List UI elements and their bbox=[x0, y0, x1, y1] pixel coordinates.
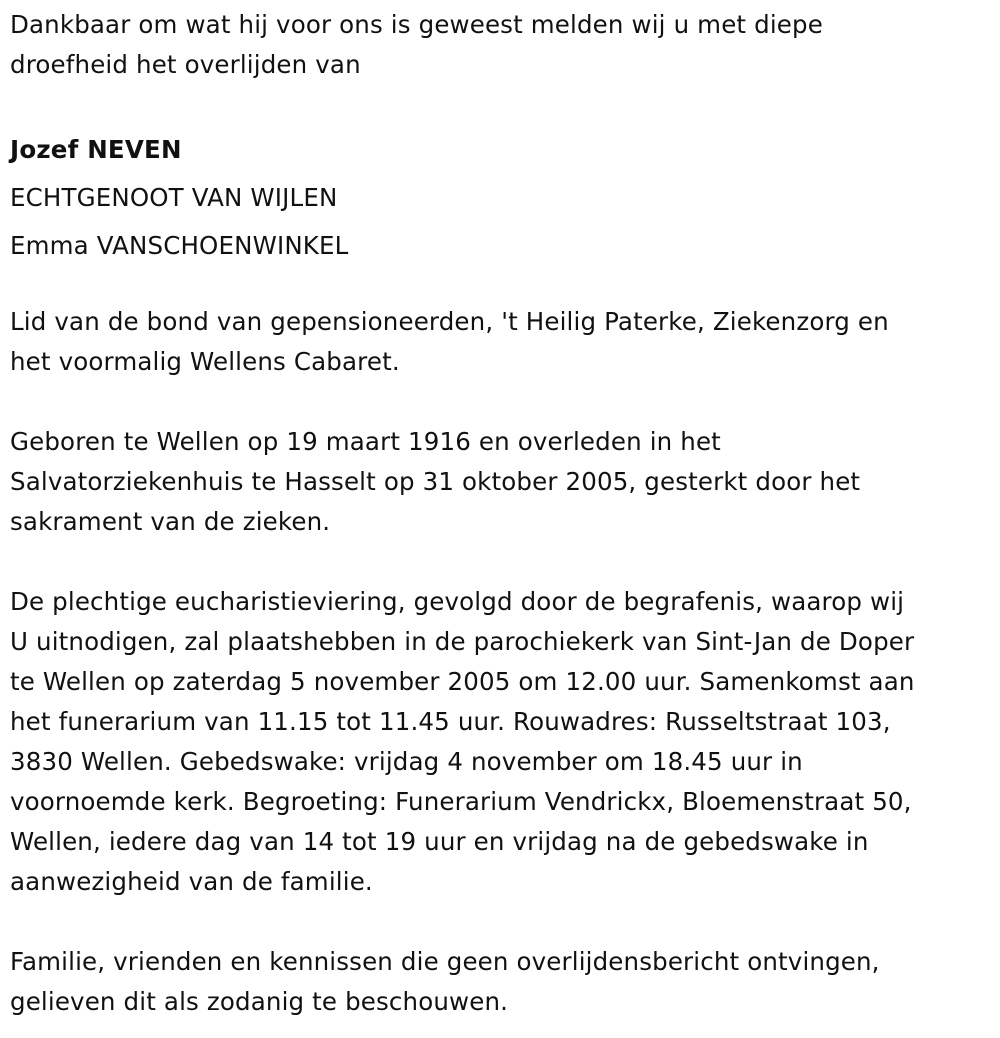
deceased-name: Jozef NEVEN bbox=[10, 135, 182, 164]
spouse-name: Emma VANSCHOENWINKEL bbox=[10, 231, 349, 260]
relation-label: ECHTGENOOT VAN WIJLEN bbox=[10, 183, 338, 212]
family-note-paragraph: Familie, vrienden en kennissen die geen overlijdensbericht ontvingen, gelieven dit als zodanig te beschouwen. bbox=[10, 947, 880, 1016]
intro-paragraph: Dankbaar om wat hij voor ons is geweest melden wij u met diepe droefheid het overlijden van bbox=[10, 10, 823, 79]
service-paragraph: De plechtige eucharistieviering, gevolgd door de begrafenis, waarop wij U uitnodigen, zal plaatshebben in de parochiekerk van Sint-Jan de Doper te Wellen op zaterdag 5 november 2005 om 12.00 uur. Samenkomst aan het funerarium van 11.15 tot 11.45 uur. Rouwadres: Russeltstraat 103, 3830 Wellen. Gebedswake: vrijdag 4 november om 18.45 uur in voornoemde kerk. Begroeting: Funerarium Vendrickx, Bloemenstraat 50, Wellen, iedere dag van 14 tot 19 uur en vrijdag na de gebedswake in aanwezigheid van de familie. bbox=[10, 587, 915, 896]
birth-death-paragraph: Geboren te Wellen op 19 maart 1916 en overleden in het Salvatorziekenhuis te Hasselt op 31 oktober 2005, gesterkt door het sakrament van de zieken. bbox=[10, 427, 861, 536]
name-block bbox=[10, 126, 348, 270]
memberships-paragraph: Lid van de bond van gepensioneerden, 't Heilig Paterke, Ziekenzorg en het voormalig Wellens Cabaret. bbox=[10, 307, 889, 376]
